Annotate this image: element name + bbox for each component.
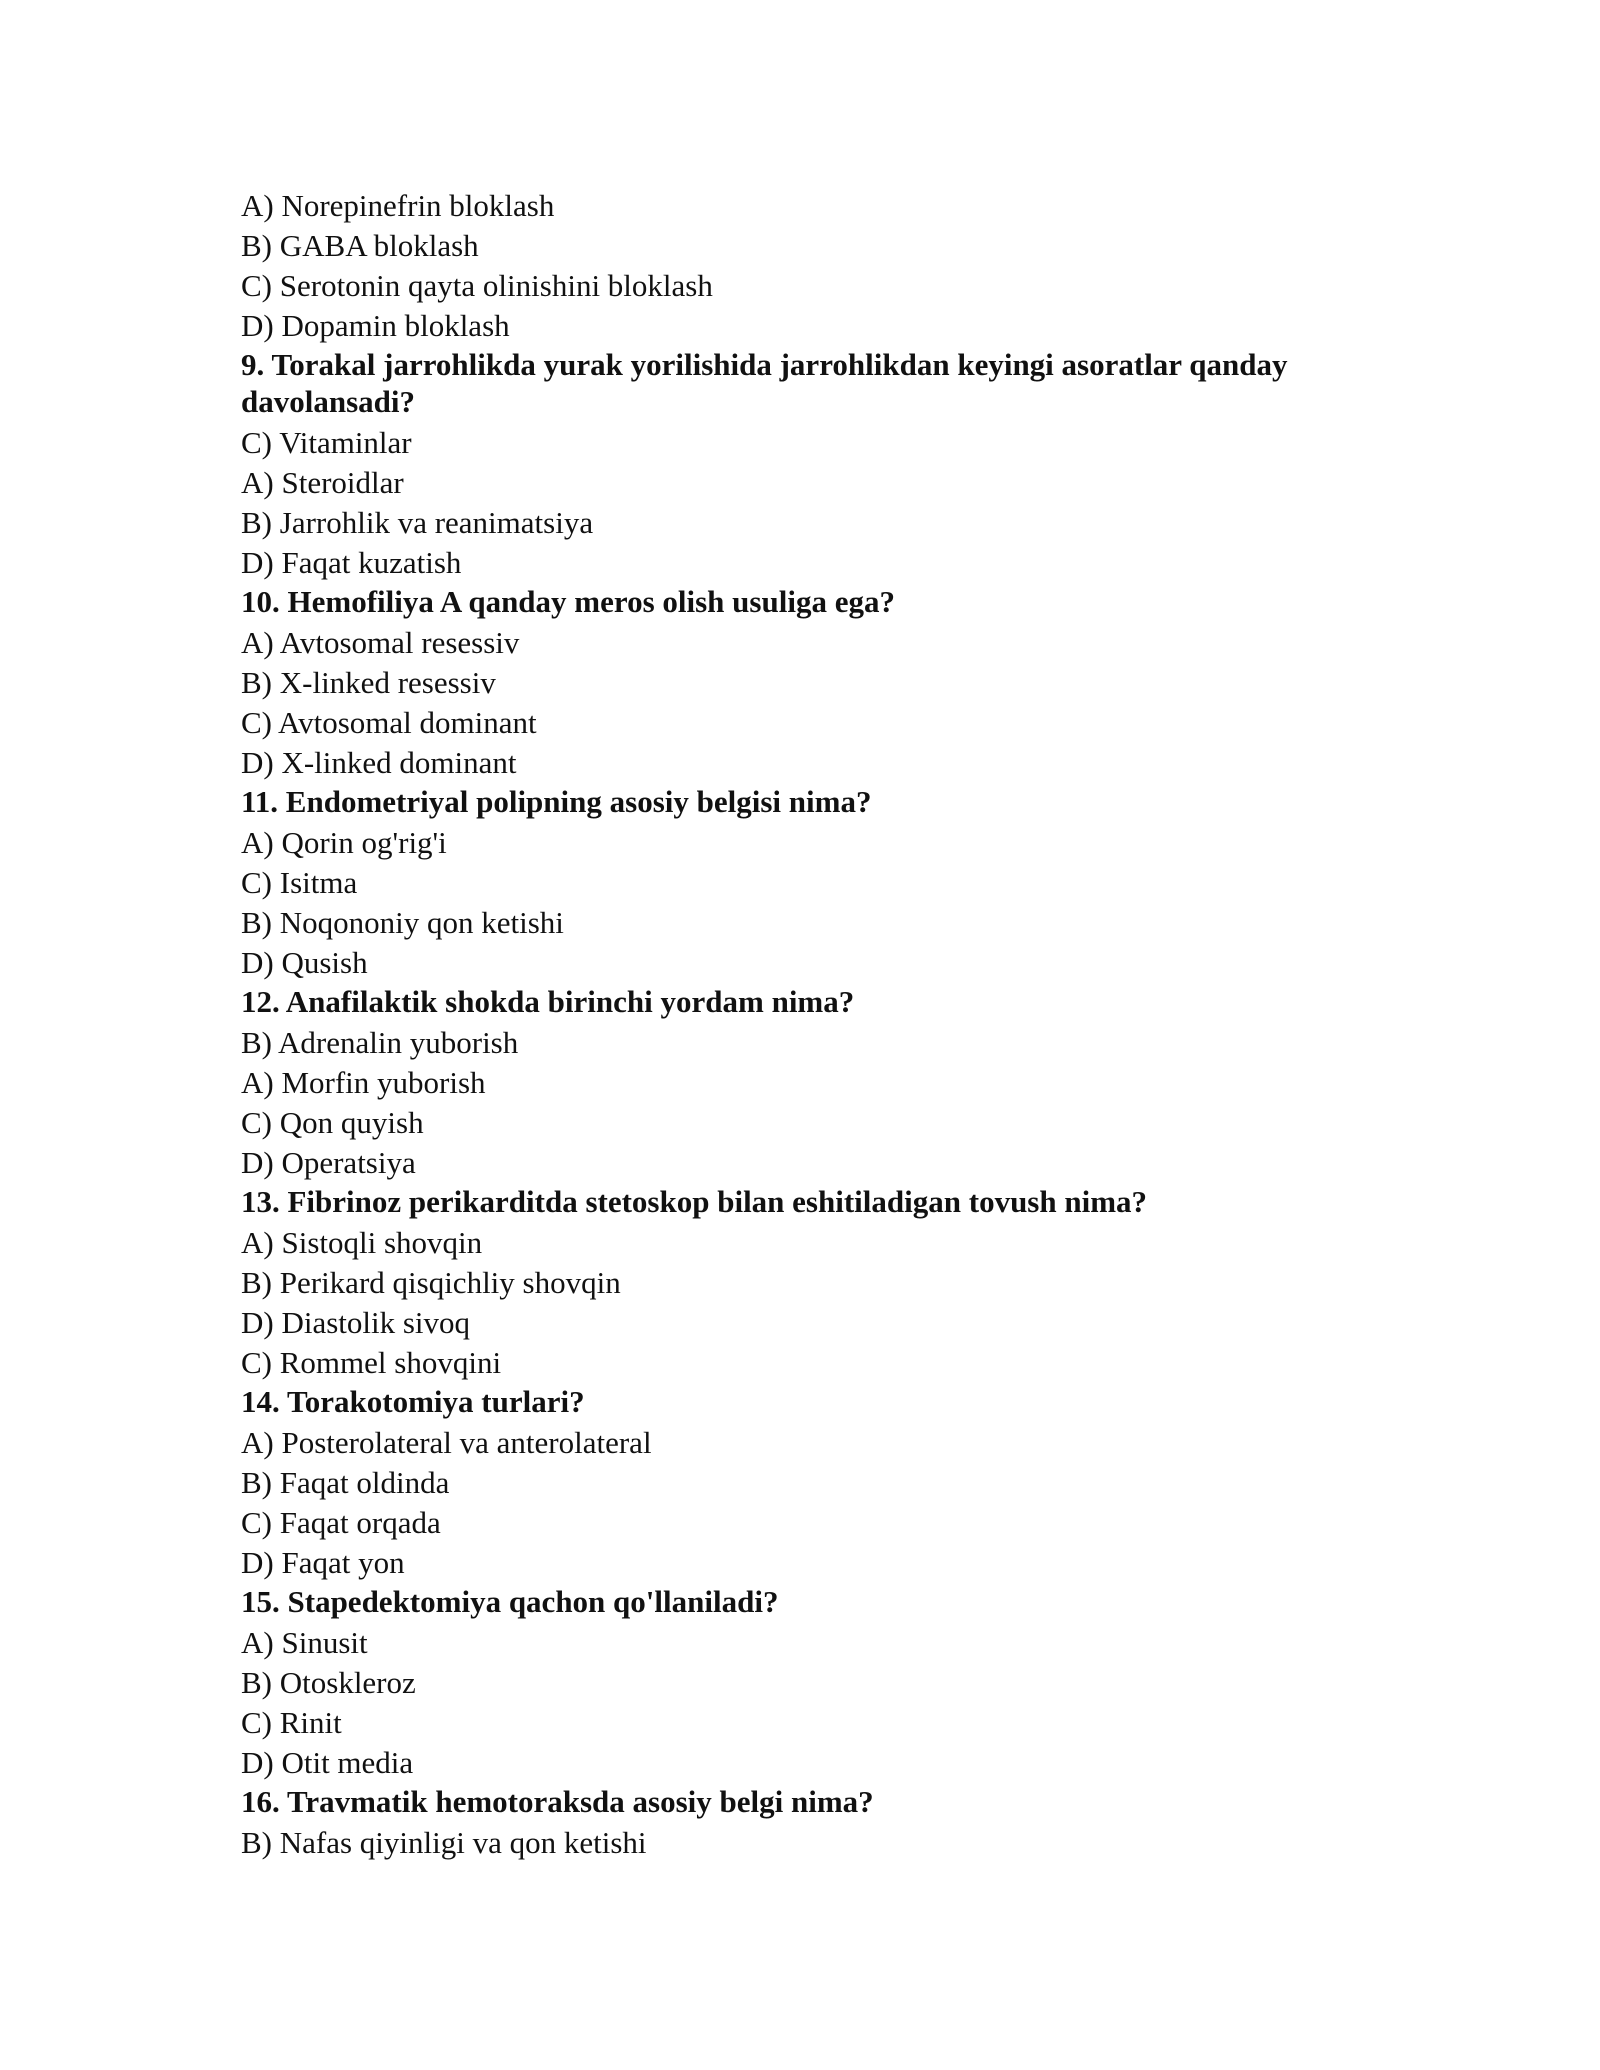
question-heading: 10. Hemofiliya A qanday meros olish usuliga ega? xyxy=(241,584,895,619)
answer-option: C) Avtosomal dominant xyxy=(241,705,537,740)
answer-option: D) Qusish xyxy=(241,945,368,980)
answer-option: B) Perikard qisqichliy shovqin xyxy=(241,1265,621,1300)
answer-option: A) Morfin yuborish xyxy=(241,1065,486,1100)
answer-option: C) Qon quyish xyxy=(241,1105,424,1140)
answer-option: B) Otoskleroz xyxy=(241,1665,416,1700)
question-heading: 14. Torakotomiya turlari? xyxy=(241,1384,585,1419)
answer-option: C) Vitaminlar xyxy=(241,425,412,460)
answer-option: A) Sinusit xyxy=(241,1625,368,1660)
answer-option: B) Nafas qiyinligi va qon ketishi xyxy=(241,1825,647,1860)
question-heading: 11. Endometriyal polipning asosiy belgisi nima? xyxy=(241,784,872,819)
answer-option: C) Isitma xyxy=(241,865,358,900)
answer-option: A) Posterolateral va anterolateral xyxy=(241,1425,652,1460)
answer-option: D) Diastolik sivoq xyxy=(241,1305,471,1340)
answer-option: A) Norepinefrin bloklash xyxy=(241,188,555,223)
question-heading: 16. Travmatik hemotoraksda asosiy belgi nima? xyxy=(241,1784,874,1819)
answer-option: A) Steroidlar xyxy=(241,465,404,500)
answer-option: A) Avtosomal resessiv xyxy=(241,625,520,660)
answer-option: D) Faqat yon xyxy=(241,1545,405,1580)
answer-option: B) Jarrohlik va reanimatsiya xyxy=(241,505,594,540)
answer-option: B) Adrenalin yuborish xyxy=(241,1025,519,1060)
answer-option: A) Sistoqli shovqin xyxy=(241,1225,483,1260)
answer-option: B) X-linked resessiv xyxy=(241,665,496,700)
answer-option: C) Rommel shovqini xyxy=(241,1345,502,1380)
answer-option: B) Faqat oldinda xyxy=(241,1465,450,1500)
answer-option: D) Operatsiya xyxy=(241,1145,416,1180)
answer-option: C) Faqat orqada xyxy=(241,1505,441,1540)
answer-option: B) Noqononiy qon ketishi xyxy=(241,905,564,940)
answer-option: D) Faqat kuzatish xyxy=(241,545,462,580)
question-heading: 15. Stapedektomiya qachon qo'llaniladi? xyxy=(241,1584,779,1619)
document-page xyxy=(241,186,1361,1863)
question-heading: 13. Fibrinoz perikarditda stetoskop bilan eshitiladigan tovush nima? xyxy=(241,1184,1148,1219)
question-heading: 12. Anafilaktik shokda birinchi yordam nima? xyxy=(241,984,855,1019)
answer-option: C) Rinit xyxy=(241,1705,342,1740)
answer-option: D) Otit media xyxy=(241,1745,414,1780)
answer-option: D) X-linked dominant xyxy=(241,745,517,780)
answer-option: D) Dopamin bloklash xyxy=(241,308,510,343)
answer-option: B) GABA bloklash xyxy=(241,228,479,263)
answer-option: C) Serotonin qayta olinishini bloklash xyxy=(241,268,713,303)
question-heading: 9. Torakal jarrohlikda yurak yorilishida jarrohlikdan keyingi asoratlar qanday davolansadi? xyxy=(241,347,1288,419)
answer-option: A) Qorin og'rig'i xyxy=(241,825,447,860)
